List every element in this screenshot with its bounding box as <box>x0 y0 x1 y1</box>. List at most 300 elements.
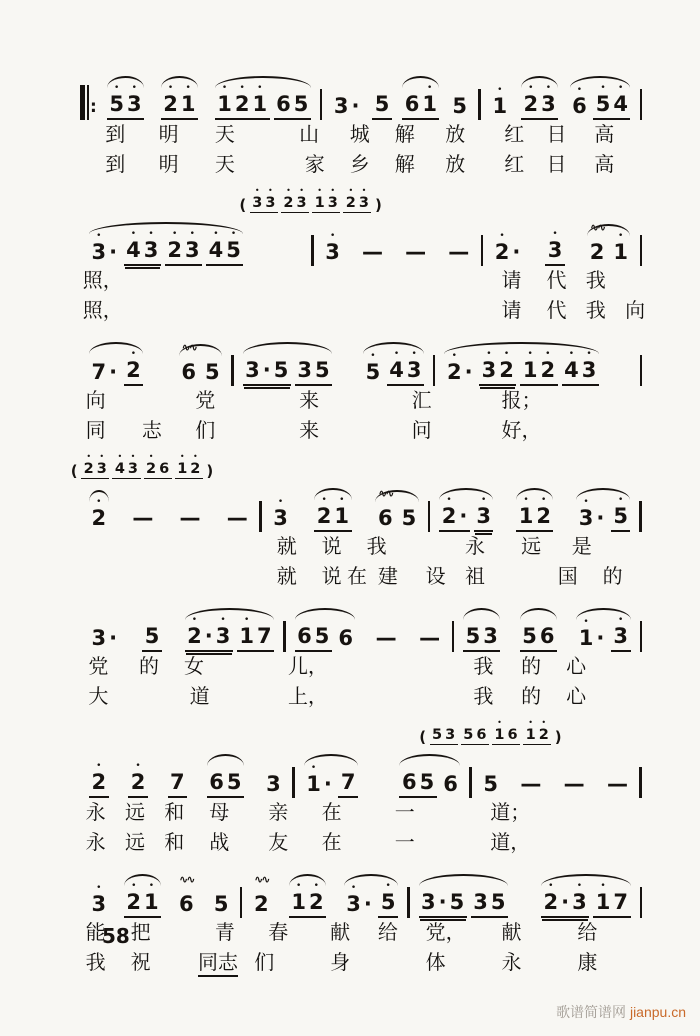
beam-unit <box>215 83 270 120</box>
beam-unit <box>430 726 458 745</box>
note-number: 1 <box>525 727 536 743</box>
lyrics-line <box>80 389 642 416</box>
lyric-syllable: 国 <box>557 566 578 588</box>
note <box>108 360 119 384</box>
octave-dot: • <box>148 452 154 461</box>
lyrics-line <box>80 123 642 150</box>
octave-dot: • <box>310 763 317 773</box>
lyrics-line <box>80 831 642 858</box>
slur-arc <box>520 608 557 620</box>
lyric-syllable: 解 <box>394 124 415 146</box>
note <box>612 495 630 528</box>
note <box>462 726 475 743</box>
octave-dot: • <box>348 186 354 195</box>
note <box>108 626 119 650</box>
note-group <box>568 83 633 120</box>
beam-unit <box>587 221 607 266</box>
note <box>421 83 439 116</box>
inset-notes <box>237 186 383 214</box>
note-number: 5 <box>401 506 417 530</box>
note <box>376 487 394 530</box>
note-number: 1 <box>613 240 628 264</box>
beam-unit <box>142 624 162 652</box>
note-group <box>401 240 431 266</box>
note <box>612 890 630 914</box>
music-system <box>80 719 642 858</box>
note <box>522 83 540 116</box>
note <box>90 231 108 264</box>
note-number: 7 <box>340 770 356 794</box>
beam-unit <box>289 881 326 918</box>
note-number: 6 <box>178 892 194 916</box>
lyric-syllable: 道； <box>490 802 531 824</box>
note-group <box>397 770 462 798</box>
note-number: 3 <box>327 195 338 211</box>
note-group <box>522 718 553 745</box>
octave-dot: • <box>586 349 592 359</box>
note-number: — <box>375 626 397 650</box>
lyric-syllable: 放 <box>445 154 466 176</box>
note <box>272 358 290 382</box>
octave-dot: • <box>321 495 327 505</box>
note <box>442 772 460 796</box>
note <box>535 495 553 528</box>
lyric-syllable: 心 <box>566 656 587 678</box>
note-number: 3 <box>265 195 276 211</box>
beam-unit <box>264 772 284 798</box>
lyric-syllable: 把 <box>130 922 151 944</box>
measure <box>483 221 639 266</box>
octave-dot: • <box>486 349 492 359</box>
barline <box>640 235 643 266</box>
note-number: 1 <box>239 624 254 648</box>
note <box>233 83 251 116</box>
note <box>437 890 448 914</box>
note-group <box>543 229 567 266</box>
beam-unit <box>439 495 470 532</box>
beam-unit <box>360 240 386 266</box>
note <box>189 452 202 477</box>
note-number: 3 <box>541 92 556 116</box>
lyric-syllable: 一 <box>394 802 415 824</box>
octave-dot: • <box>618 231 624 241</box>
beam-unit <box>402 83 439 120</box>
octave-dot: • <box>568 349 575 359</box>
octave-dot: • <box>523 495 529 505</box>
lyric-syllable: 代 <box>546 270 567 292</box>
note-group <box>329 94 364 120</box>
note <box>577 617 595 650</box>
note-number: 3 <box>421 890 436 914</box>
note-group <box>87 761 111 798</box>
note <box>166 229 184 262</box>
repeat-open-sign <box>80 85 97 120</box>
note-group <box>490 231 525 266</box>
note-number: · <box>351 94 360 118</box>
note <box>345 883 363 916</box>
lyric-syllable: 在 <box>346 566 367 588</box>
octave-dot: • <box>361 186 367 195</box>
octave-dot: • <box>497 85 503 95</box>
lyric-syllable: 道， <box>490 832 531 854</box>
beam-unit <box>387 349 424 386</box>
octave-dot: • <box>576 85 583 95</box>
lyric-syllable: 的 <box>139 656 159 678</box>
note <box>307 881 325 914</box>
lyrics-line <box>80 921 642 948</box>
beam-unit <box>474 495 494 532</box>
inset-row <box>80 187 642 213</box>
note <box>350 94 361 118</box>
watermark-site-text: 歌谱简谱网 <box>556 1004 627 1020</box>
beam-unit <box>89 626 120 652</box>
note-number: 5 <box>144 624 160 648</box>
note <box>90 626 108 650</box>
note-group <box>111 452 142 479</box>
note-number: 2 <box>536 504 551 528</box>
slur-arc <box>541 874 630 886</box>
note-number: 5 <box>613 504 628 528</box>
lyric-syllable: 能 <box>85 922 106 944</box>
note <box>420 890 438 914</box>
barline <box>639 501 642 532</box>
slur-arc <box>295 608 356 620</box>
note <box>418 626 442 650</box>
note <box>204 360 222 384</box>
beam-unit <box>314 495 351 532</box>
note <box>337 626 355 650</box>
octave-dot: • <box>541 495 547 505</box>
note-number: 5 <box>522 624 537 648</box>
octave-dot: • <box>268 186 273 195</box>
lyric-syllable: 母 <box>209 802 230 824</box>
beam-unit <box>295 358 332 386</box>
slur-arc <box>243 342 332 354</box>
note <box>176 452 189 477</box>
beam-unit <box>124 229 161 266</box>
beam-unit <box>516 495 553 532</box>
note <box>447 240 471 264</box>
lyric-syllable: 的 <box>521 686 542 708</box>
note-number: 1 <box>252 92 268 116</box>
beam-unit <box>375 487 395 532</box>
note-number: 5 <box>226 238 241 262</box>
measure <box>242 873 407 918</box>
slur-arc <box>124 874 161 886</box>
beam-unit <box>372 92 392 120</box>
octave-dot: • <box>179 452 185 461</box>
octave-dot: • <box>96 497 102 507</box>
note <box>292 92 310 116</box>
note-group <box>287 881 328 918</box>
lyric-syllable: 永 <box>85 832 106 854</box>
lyric-syllable: 志 <box>141 420 162 442</box>
note <box>252 873 270 916</box>
note-group <box>342 881 400 918</box>
slur-arc <box>185 608 274 620</box>
lyric-syllable: 报； <box>501 390 542 412</box>
score <box>70 64 646 978</box>
beam-unit <box>399 770 436 798</box>
note-group <box>87 229 245 266</box>
note <box>498 349 516 382</box>
note <box>594 83 612 116</box>
note <box>255 624 273 648</box>
lyric-syllable: 山 <box>299 124 320 146</box>
trill-icon: ∿∿ <box>254 873 269 886</box>
note-number: 2 <box>187 624 202 648</box>
note-group <box>174 873 198 918</box>
note <box>580 349 598 382</box>
note-group <box>269 497 293 532</box>
note <box>519 772 543 796</box>
octave-dot: • <box>411 349 417 359</box>
beam-unit <box>463 624 500 652</box>
octave-dot: • <box>499 231 505 241</box>
lyric-syllable: 我 <box>585 270 606 292</box>
beam-unit <box>281 186 309 213</box>
watermark <box>556 1002 686 1022</box>
octave-dot: • <box>552 229 558 239</box>
octave-dot: • <box>583 617 589 627</box>
octave-dot: • <box>350 883 357 893</box>
note-number: 2 <box>494 240 510 264</box>
note-number: — <box>419 626 441 650</box>
octave-dot: • <box>317 186 322 195</box>
note-group <box>311 186 342 213</box>
note <box>357 186 370 211</box>
octave-dot: • <box>385 881 391 891</box>
note-number: 5 <box>483 772 498 796</box>
lyric-syllable: 到 <box>105 124 126 146</box>
octave-dot: • <box>618 495 624 505</box>
lyric-syllable: 乡 <box>349 154 370 176</box>
beam-unit <box>331 94 362 120</box>
beam-unit <box>295 624 332 652</box>
note-number: 6 <box>443 772 458 796</box>
note-number: 5 <box>365 360 381 384</box>
note <box>324 231 342 264</box>
note <box>162 83 180 116</box>
note <box>445 351 463 384</box>
beam-unit <box>130 506 156 532</box>
slur-arc <box>402 76 439 88</box>
note <box>542 881 560 914</box>
beam-unit <box>112 452 140 479</box>
beam-unit <box>128 761 148 798</box>
octave-dot: • <box>451 351 457 361</box>
note <box>400 770 418 794</box>
beam-unit <box>523 718 551 745</box>
barline <box>640 621 643 652</box>
note <box>332 94 350 118</box>
beam-unit <box>250 186 278 213</box>
lyric-syllable: 日 <box>546 124 567 146</box>
slur-arc <box>289 874 326 886</box>
octave-dot: • <box>618 615 624 625</box>
octave-dot: • <box>99 452 105 461</box>
note <box>180 341 198 384</box>
beam-unit <box>611 231 631 266</box>
note <box>539 349 557 382</box>
note-number: 2 <box>126 358 141 382</box>
note <box>373 92 391 116</box>
note-group <box>574 495 632 532</box>
note-number: · <box>323 772 332 796</box>
measure <box>80 341 231 386</box>
beam-unit <box>176 873 196 918</box>
lyric-syllable: 来 <box>299 390 320 412</box>
note-group <box>87 626 122 652</box>
note-number: 3 <box>572 890 587 914</box>
note-group <box>448 94 472 120</box>
note-group <box>437 495 495 532</box>
note <box>296 624 314 648</box>
octave-dot: • <box>393 349 400 359</box>
lyric-syllable: 放 <box>445 124 466 146</box>
note-number: 6 <box>181 360 197 384</box>
note <box>216 83 234 116</box>
note <box>251 186 264 211</box>
lyric-syllable: 向 <box>85 390 106 412</box>
note <box>143 624 161 648</box>
measure <box>80 615 283 652</box>
note-group <box>479 772 503 798</box>
beam-unit <box>89 883 109 918</box>
beam-unit <box>450 94 470 120</box>
note-number: 3 <box>581 358 597 382</box>
note <box>169 770 187 794</box>
lyric-syllable: 儿， <box>287 656 328 678</box>
octave-dot: • <box>130 452 136 461</box>
beam-unit <box>378 881 398 918</box>
note <box>379 881 397 914</box>
repeat-thin-bar <box>87 85 89 120</box>
note-group <box>293 624 358 652</box>
note <box>475 726 488 743</box>
note-number: 1 <box>177 461 188 477</box>
lyric-syllable: 远 <box>124 802 145 824</box>
octave-dot: • <box>86 452 92 461</box>
lyrics-line <box>80 565 642 592</box>
lyric-syllable: 党， <box>425 922 466 944</box>
note <box>126 452 139 477</box>
beam-unit <box>81 452 109 479</box>
note-group <box>342 186 373 213</box>
note-number: 2 <box>345 195 356 211</box>
beam-unit <box>175 452 203 479</box>
lyric-syllable: 亲 <box>268 802 289 824</box>
lyric-syllable: 春 <box>268 922 289 944</box>
lyric-syllable: 请 <box>501 270 522 292</box>
note-group <box>415 626 445 652</box>
note <box>493 231 511 264</box>
note <box>143 881 161 914</box>
note-number: 3 <box>473 890 488 914</box>
note-number: 3 <box>215 624 231 648</box>
note <box>314 358 332 382</box>
note-number: 5 <box>314 624 330 648</box>
note-number: 2 <box>83 461 94 477</box>
note-number: 7 <box>613 890 628 914</box>
beam-unit <box>304 763 335 798</box>
note-number: 3 <box>184 238 200 262</box>
note <box>339 770 357 794</box>
octave-dot: • <box>330 186 336 195</box>
lyrics-line <box>80 951 642 978</box>
octave-dot: • <box>548 881 554 891</box>
note-number: 3 <box>346 892 361 916</box>
measure <box>80 497 259 532</box>
note-number: 1 <box>595 890 611 914</box>
lyric-syllable: 红 <box>504 154 525 176</box>
note-group <box>159 83 200 120</box>
lyric-syllable: 祖 <box>464 566 485 588</box>
octave-dot: • <box>600 83 606 93</box>
note-number: · <box>459 504 468 528</box>
beam-unit <box>89 761 109 798</box>
measure <box>234 349 433 386</box>
lyric-syllable: 体 <box>425 952 446 974</box>
note-number: 2 <box>253 892 269 916</box>
note-number: 2 <box>126 890 142 914</box>
note-group <box>87 349 145 386</box>
note-number: · <box>464 360 473 384</box>
lyric-syllable: 请 <box>501 300 522 322</box>
octave-dot: • <box>286 186 291 195</box>
open-paren: ( <box>239 195 247 214</box>
beam-unit <box>541 881 589 918</box>
lyric-syllable: 永 <box>501 952 522 974</box>
note-group <box>80 452 111 479</box>
octave-dot: • <box>131 881 137 891</box>
note-group <box>279 186 310 213</box>
beam-unit <box>363 351 383 386</box>
lyric-syllable: 解 <box>394 154 415 176</box>
beam-unit <box>179 341 199 386</box>
measure <box>80 229 311 266</box>
lyric-syllable: 心 <box>566 686 587 708</box>
slur-arc <box>463 608 500 620</box>
beam-unit <box>211 892 231 918</box>
note-number: 3 <box>406 358 422 382</box>
octave-dot: • <box>295 881 302 891</box>
note-number: — <box>362 240 383 264</box>
octave-dot: • <box>313 881 319 891</box>
note-number: · <box>204 624 213 648</box>
note-number: 5 <box>432 727 443 743</box>
note-group <box>518 624 559 652</box>
note-group <box>361 349 426 386</box>
note-number: 4 <box>613 92 628 116</box>
note-group <box>205 770 246 798</box>
beam-unit <box>490 85 510 120</box>
note-number: 5 <box>205 360 220 384</box>
beam-unit <box>274 92 311 120</box>
note <box>491 85 509 118</box>
note-number: 6 <box>404 92 420 116</box>
note <box>475 495 493 528</box>
note-group <box>302 763 360 798</box>
octave-dot: • <box>244 615 250 625</box>
octave-dot: • <box>481 495 487 505</box>
octave-dot: • <box>189 229 195 239</box>
trill-icon: ∿∿ <box>179 873 194 886</box>
note <box>403 92 421 116</box>
lyric-syllable: 远 <box>124 832 145 854</box>
lyric-syllable: 明 <box>158 124 179 146</box>
note-number: 5 <box>465 624 481 648</box>
